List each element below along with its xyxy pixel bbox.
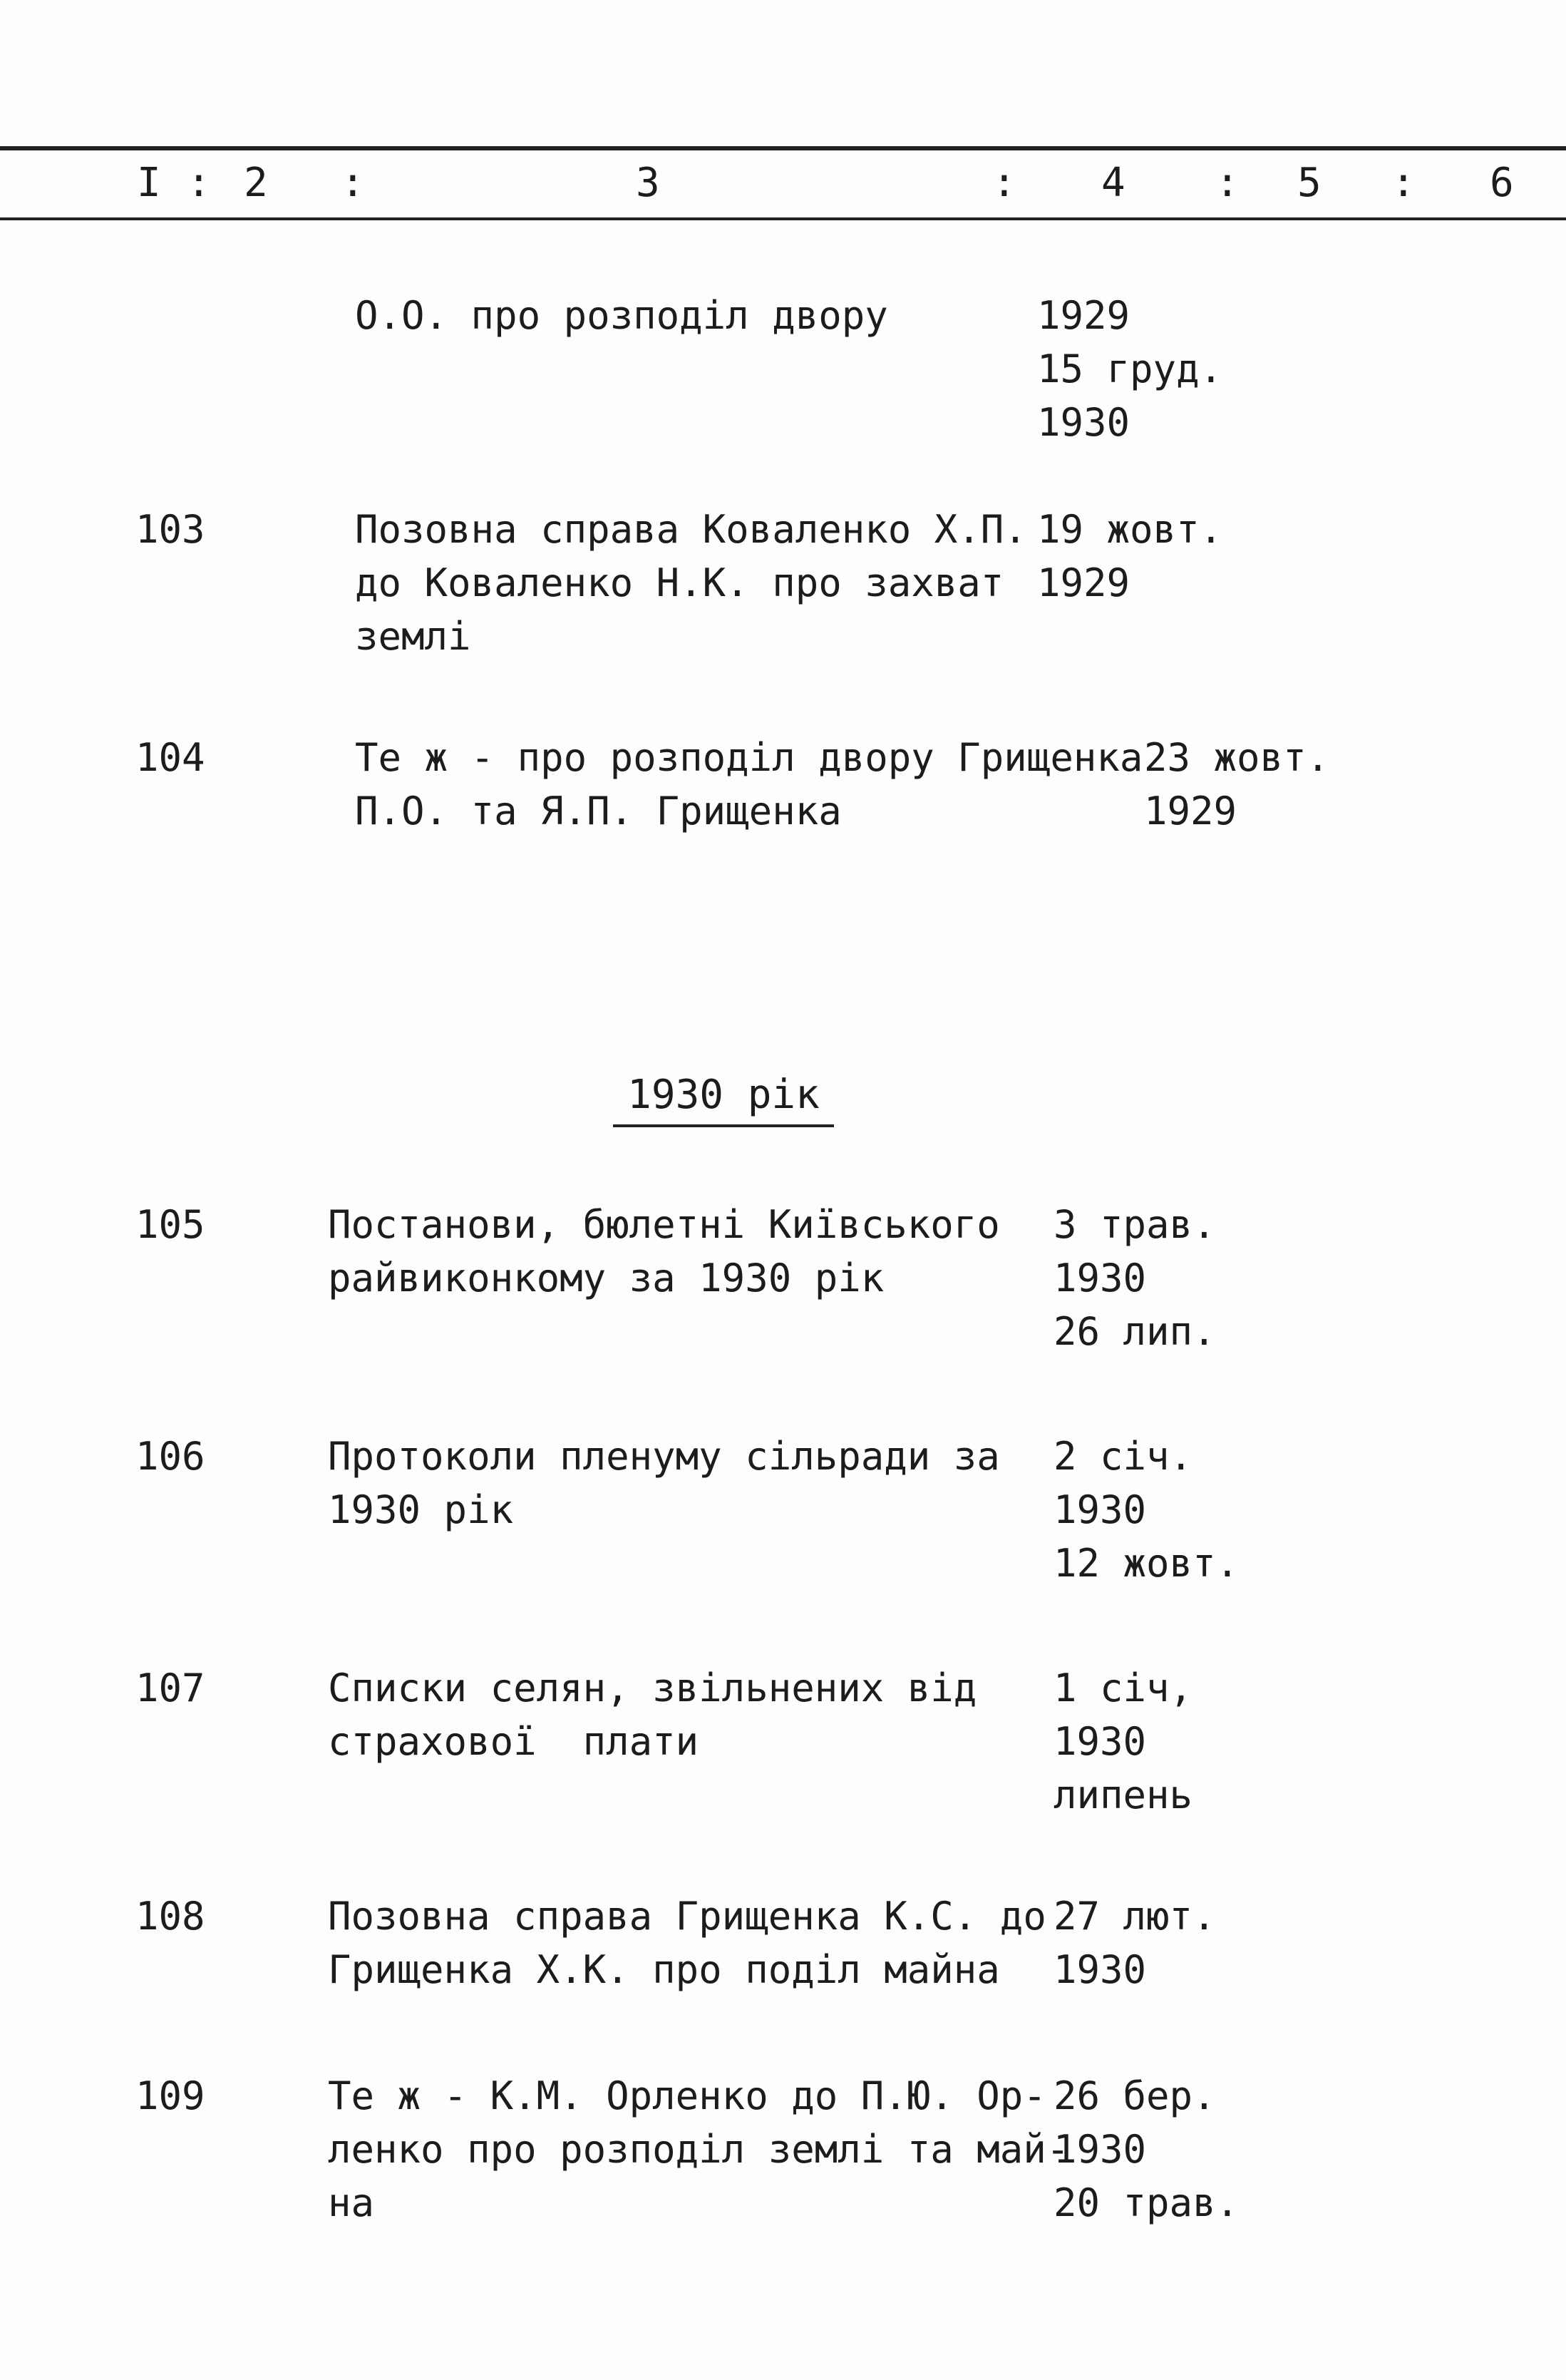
entry-title-line: Позовна справа Грищенка К.С. до: [328, 1894, 1046, 1939]
entry-date-line: 1930: [1054, 1256, 1147, 1301]
entry-title-line: землі: [355, 614, 471, 659]
entry-title-line: 1930 рік: [328, 1487, 514, 1532]
entry-number: 108: [135, 1894, 205, 1939]
entry-number: 109: [135, 2073, 205, 2118]
entry-date-line: 1930: [1054, 1947, 1147, 1992]
entry-title-line: до Коваленко Н.К. про захват: [355, 560, 1004, 605]
column-header-1: I: [137, 160, 161, 206]
entry-number: 105: [135, 1202, 205, 1247]
entry-date-line: 2 січ.: [1054, 1434, 1193, 1479]
column-separator: :: [1215, 160, 1240, 206]
section-title-year: 1930 рік: [613, 1068, 834, 1127]
entry-title-line: Протоколи пленуму сільради за: [328, 1434, 1000, 1479]
entry-date-line: 1930: [1054, 1719, 1147, 1764]
entry-date-line: 23 жовт.: [1144, 735, 1330, 780]
entry-number: 106: [135, 1434, 205, 1479]
entry-title-line: на: [328, 2180, 375, 2225]
entry-title-line: Те ж - про розподіл двору Грищенка: [355, 735, 1143, 780]
column-separator: :: [187, 160, 211, 206]
header-bottom-rule: [0, 217, 1566, 220]
entry-date-line: 12 жовт.: [1054, 1541, 1240, 1586]
entry-date-line: 27 лют.: [1054, 1894, 1216, 1939]
entry-number: 103: [135, 507, 205, 552]
entry-number: 104: [135, 735, 205, 780]
entry-date-line: 1930: [1054, 1487, 1147, 1532]
entry-title-line: Постанови, бюлетні Київського: [328, 1202, 1000, 1247]
entry-date-line: 1930: [1037, 400, 1130, 445]
entry-date-line: 1929: [1037, 560, 1130, 605]
entry-date-line: липень: [1054, 1773, 1193, 1817]
column-separator: :: [341, 160, 365, 206]
column-separator: :: [992, 160, 1016, 206]
column-header-3: 3: [636, 160, 660, 206]
entry-date-line: 1929: [1037, 293, 1130, 338]
entry-date-line: 26 лип.: [1054, 1309, 1216, 1354]
entry-title-line: Грищенка Х.К. про поділ майна: [328, 1947, 1000, 1992]
entry-date-line: 19 жовт.: [1037, 507, 1223, 552]
column-header-5: 5: [1297, 160, 1322, 206]
entry-title-line: Списки селян, звільнених від: [328, 1666, 977, 1710]
entry-title-line: Позовна справа Коваленко Х.П.: [355, 507, 1027, 552]
column-separator: :: [1391, 160, 1416, 206]
entry-date-line: 1930: [1054, 2127, 1147, 2172]
entry-date-line: 20 трав.: [1054, 2180, 1240, 2225]
entry-date-line: 1 січ,: [1054, 1666, 1193, 1710]
entry-date-line: 15 груд.: [1037, 347, 1223, 391]
entry-title-line: О.О. про розподіл двору: [355, 293, 888, 338]
entry-number: 107: [135, 1666, 205, 1710]
entry-title-line: ленко про розподіл землі та май-: [328, 2127, 1070, 2172]
entry-date-line: 3 трав.: [1054, 1202, 1216, 1247]
column-header-4: 4: [1101, 160, 1125, 206]
column-header-6: 6: [1490, 160, 1514, 206]
entry-date-line: 1929: [1144, 789, 1237, 833]
entry-title-line: страхової плати: [328, 1719, 699, 1764]
entry-title-line: П.О. та Я.П. Грищенка: [355, 789, 842, 833]
entry-title-line: Те ж - К.М. Орленко до П.Ю. Ор-: [328, 2073, 1046, 2118]
column-header-2: 2: [244, 160, 268, 206]
entry-date-line: 26 бер.: [1054, 2073, 1216, 2118]
header-top-rule: [0, 146, 1566, 150]
entry-title-line: райвиконкому за 1930 рік: [328, 1256, 885, 1301]
